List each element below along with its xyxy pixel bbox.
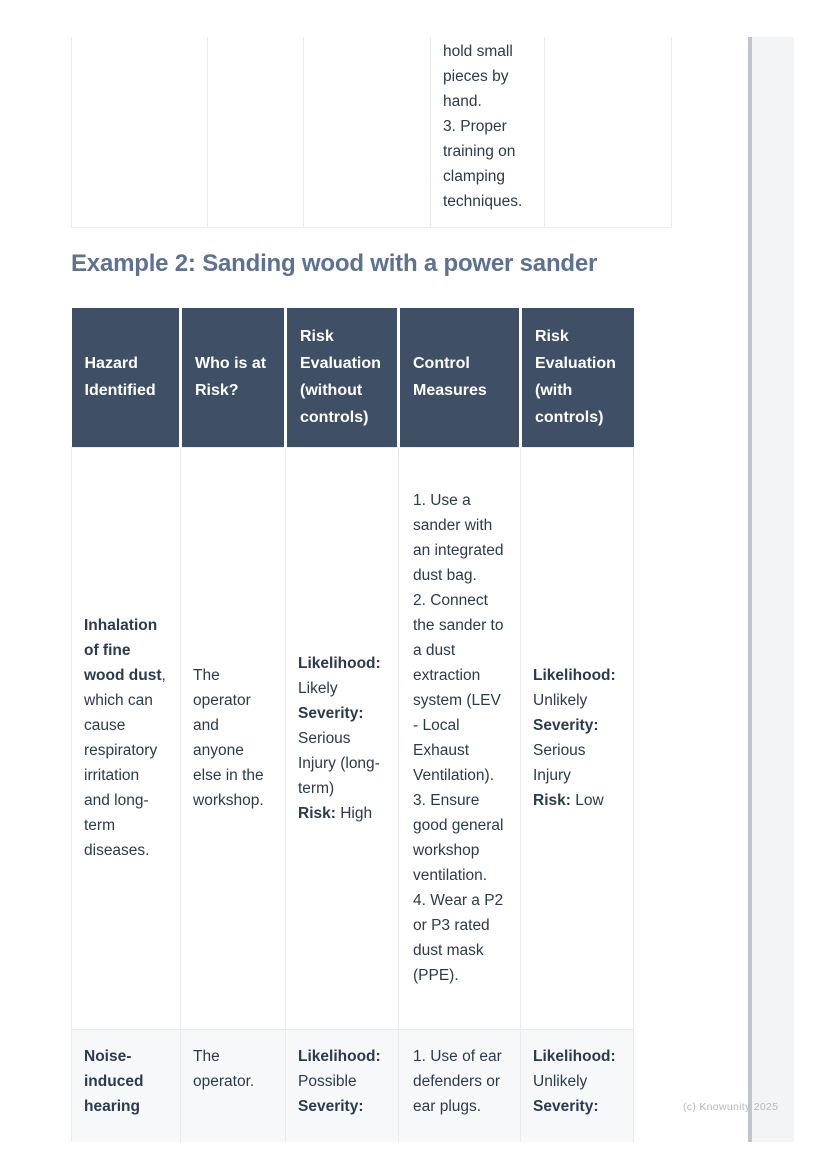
table-cell: Noise-induced hearing [72,1029,181,1142]
previous-example-table [71,37,672,228]
column-header: Control Measures [399,308,521,447]
table-cell: Inhalation of fine wood dust, which can cause respiratory irritation and long-term diseases. [72,447,181,1029]
copyright-watermark: (c) Knowunity 2025 [683,1101,779,1113]
header-row [72,308,634,447]
table-cell [545,37,672,227]
next-page-preview [752,37,794,1142]
column-header: Risk Evaluation (without controls) [286,308,399,447]
table-cell: Likelihood: Unlikely Severity: Serious Injury Risk: Low [521,447,634,1029]
table-row [72,1029,634,1142]
table-row [72,37,672,227]
risk-assessment-table [71,308,634,1142]
table-cell [208,37,304,227]
table-cell [72,37,208,227]
document-page [0,37,748,1142]
page-edge-divider [748,37,752,1142]
table-cell: Likelihood: Unlikely Severity: [521,1029,634,1142]
column-header: Hazard Identified [72,308,181,447]
section-heading: Example 2: Sanding wood with a power sander [71,250,598,277]
table-cell: 1. Use a sander with an integrated dust bag. 2. Connect the sander to a dust extraction system (LEV - Local Exhaust Ventilation). 3. Ensure good general workshop ventilation. 4. Wear a P2 or P3 rated dust mask (PPE). [399,447,521,1029]
column-header: Who is at Risk? [181,308,286,447]
table-cell: The operator. [181,1029,286,1142]
table-cell: The operator and anyone else in the workshop. [181,447,286,1029]
table-cell: Likelihood: Possible Severity: [286,1029,399,1142]
table-cell: Likelihood: Likely Severity: Serious Injury (long-term) Risk: High [286,447,399,1029]
table-cell: hold small pieces by hand. 3. Proper training on clamping techniques. [431,37,545,227]
table-cell: 1. Use of ear defenders or ear plugs. [399,1029,521,1142]
table-row [72,447,634,1029]
column-header: Risk Evaluation (with controls) [521,308,634,447]
table-cell [304,37,431,227]
